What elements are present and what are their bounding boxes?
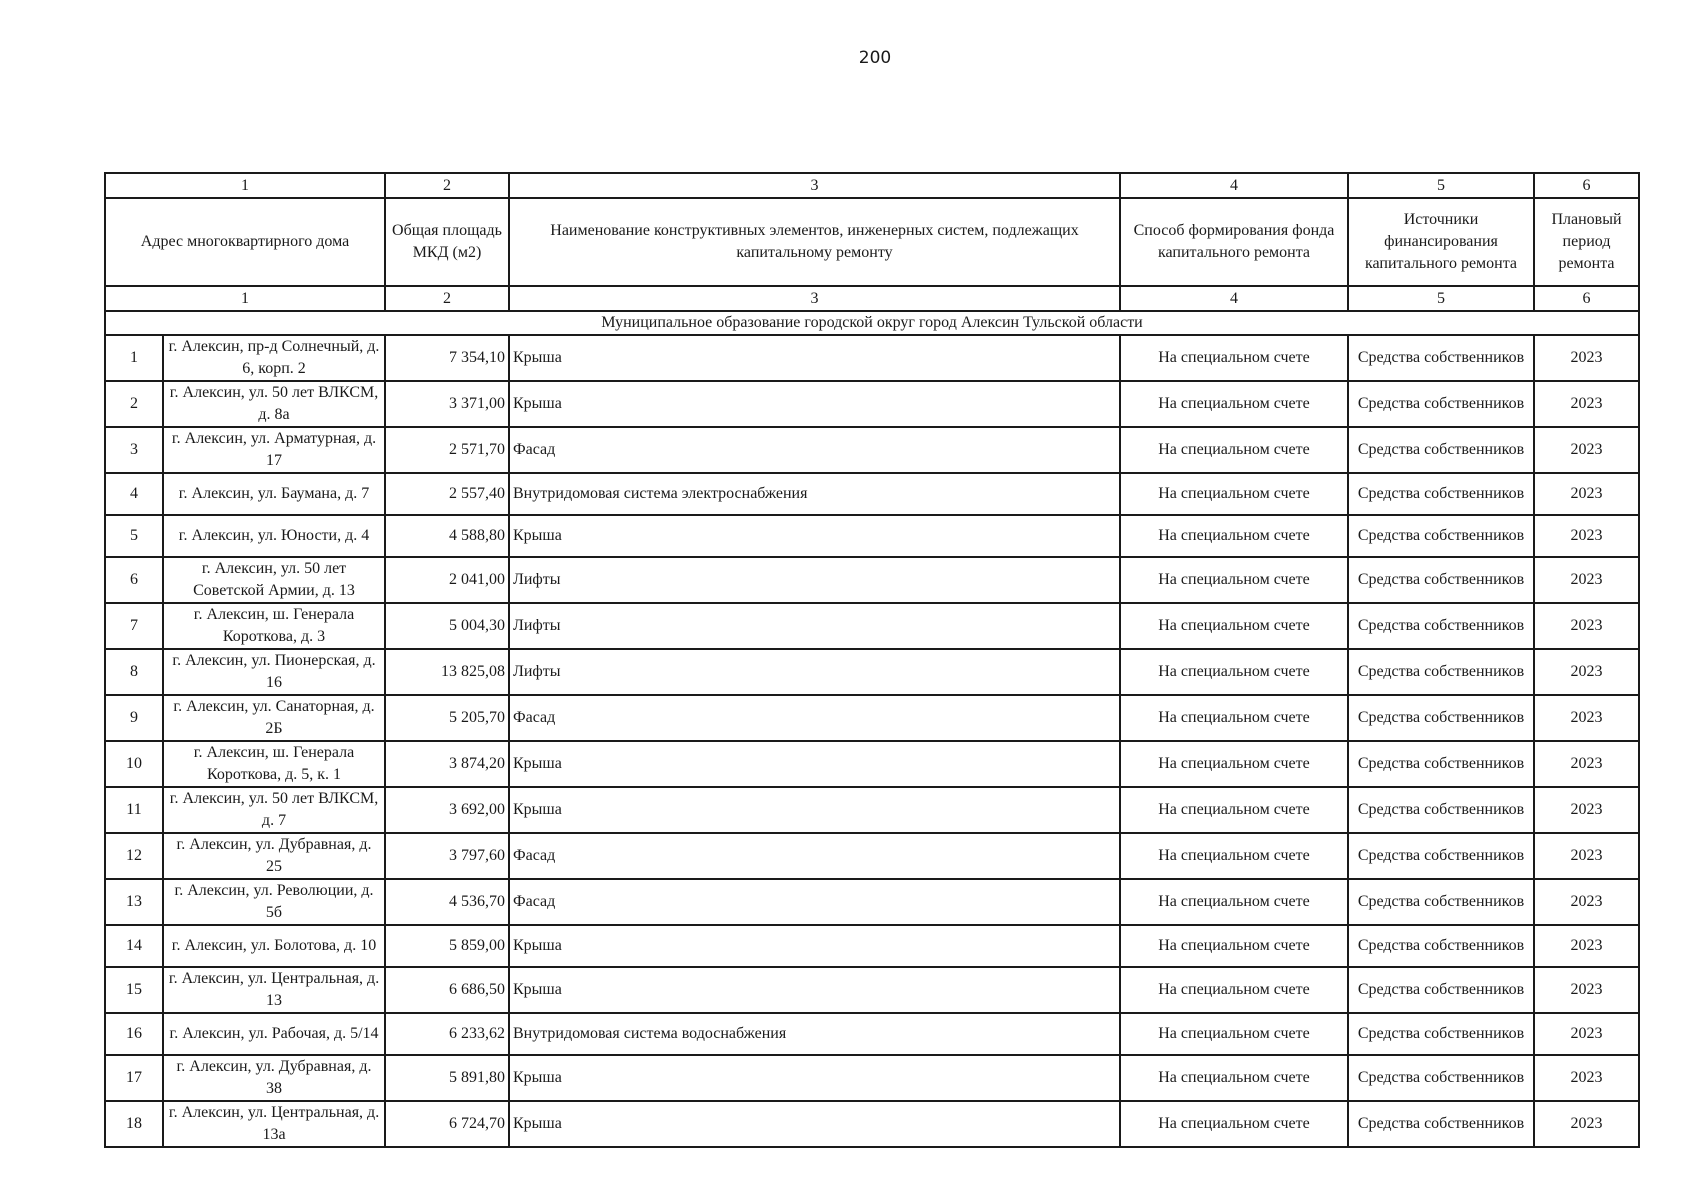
table-row — [105, 833, 1639, 879]
address-cell: г. Алексин, ул. Дубравная, д. 38 — [163, 1055, 385, 1101]
area-cell: 6 233,62 — [385, 1013, 509, 1055]
row-number-cell: 12 — [105, 833, 163, 879]
period-cell: 2023 — [1534, 695, 1639, 741]
finance-source-cell: Средства собственников — [1348, 515, 1534, 557]
finance-source-cell: Средства собственников — [1348, 557, 1534, 603]
fund-method-cell: На специальном счете — [1120, 833, 1348, 879]
address-cell: г. Алексин, ул. Дубравная, д. 25 — [163, 833, 385, 879]
fund-method-cell: На специальном счете — [1120, 335, 1348, 381]
fund-method-cell: На специальном счете — [1120, 1055, 1348, 1101]
row-number-cell: 16 — [105, 1013, 163, 1055]
element-cell: Фасад — [509, 427, 1120, 473]
period-cell: 2023 — [1534, 1055, 1639, 1101]
element-cell: Фасад — [509, 833, 1120, 879]
municipality-row — [105, 311, 1639, 335]
element-cell: Крыша — [509, 787, 1120, 833]
finance-source-cell: Средства собственников — [1348, 1055, 1534, 1101]
element-cell: Крыша — [509, 1101, 1120, 1147]
area-cell: 5 859,00 — [385, 925, 509, 967]
fund-method-cell: На специальном счете — [1120, 695, 1348, 741]
area-cell: 4 536,70 — [385, 879, 509, 925]
row-number-cell: 1 — [105, 335, 163, 381]
header-elements: Наименование конструктивных элементов, инженерных систем, подлежащих капитальному ремонту — [509, 198, 1120, 286]
address-cell: г. Алексин, ул. 50 лет ВЛКСМ, д. 8а — [163, 381, 385, 427]
period-cell: 2023 — [1534, 925, 1639, 967]
finance-source-cell: Средства собственников — [1348, 335, 1534, 381]
address-cell: г. Алексин, ул. Пионерская, д. 16 — [163, 649, 385, 695]
table-row — [105, 603, 1639, 649]
row-number-cell: 18 — [105, 1101, 163, 1147]
row-number-cell: 11 — [105, 787, 163, 833]
table-row — [105, 787, 1639, 833]
period-cell: 2023 — [1534, 967, 1639, 1013]
address-cell: г. Алексин, ш. Генерала Короткова, д. 3 — [163, 603, 385, 649]
address-cell: г. Алексин, ш. Генерала Короткова, д. 5, к. 1 — [163, 741, 385, 787]
column-number: 6 — [1534, 286, 1639, 311]
address-cell: г. Алексин, пр-д Солнечный, д. 6, корп. 2 — [163, 335, 385, 381]
finance-source-cell: Средства собственников — [1348, 473, 1534, 515]
header-fund-method: Способ формирования фонда капитального ремонта — [1120, 198, 1348, 286]
table-row — [105, 557, 1639, 603]
row-number-cell: 5 — [105, 515, 163, 557]
period-cell: 2023 — [1534, 833, 1639, 879]
address-cell: г. Алексин, ул. Рабочая, д. 5/14 — [163, 1013, 385, 1055]
row-number-cell: 17 — [105, 1055, 163, 1101]
table-row — [105, 515, 1639, 557]
row-number-cell: 6 — [105, 557, 163, 603]
header-finance-source: Источники финансирования капитального ремонта — [1348, 198, 1534, 286]
table-row — [105, 925, 1639, 967]
address-cell: г. Алексин, ул. Санаторная, д. 2Б — [163, 695, 385, 741]
table-row — [105, 879, 1639, 925]
period-cell: 2023 — [1534, 649, 1639, 695]
column-number: 3 — [509, 286, 1120, 311]
table-row — [105, 335, 1639, 381]
element-cell: Крыша — [509, 381, 1120, 427]
fund-method-cell: На специальном счете — [1120, 557, 1348, 603]
fund-method-cell: На специальном счете — [1120, 967, 1348, 1013]
column-number: 2 — [385, 173, 509, 198]
column-number: 5 — [1348, 286, 1534, 311]
period-cell: 2023 — [1534, 473, 1639, 515]
finance-source-cell: Средства собственников — [1348, 967, 1534, 1013]
address-cell: г. Алексин, ул. Юности, д. 4 — [163, 515, 385, 557]
area-cell: 5 004,30 — [385, 603, 509, 649]
fund-method-cell: На специальном счете — [1120, 741, 1348, 787]
period-cell: 2023 — [1534, 557, 1639, 603]
fund-method-cell: На специальном счете — [1120, 515, 1348, 557]
table-row — [105, 967, 1639, 1013]
column-number: 2 — [385, 286, 509, 311]
area-cell: 3 797,60 — [385, 833, 509, 879]
period-cell: 2023 — [1534, 1013, 1639, 1055]
finance-source-cell: Средства собственников — [1348, 649, 1534, 695]
area-cell: 7 354,10 — [385, 335, 509, 381]
fund-method-cell: На специальном счете — [1120, 1013, 1348, 1055]
period-cell: 2023 — [1534, 787, 1639, 833]
area-cell: 13 825,08 — [385, 649, 509, 695]
finance-source-cell: Средства собственников — [1348, 603, 1534, 649]
column-number: 4 — [1120, 286, 1348, 311]
repair-plan-table — [104, 172, 1640, 1148]
header-period: Плановый период ремонта — [1534, 198, 1639, 286]
finance-source-cell: Средства собственников — [1348, 1101, 1534, 1147]
period-cell: 2023 — [1534, 741, 1639, 787]
period-cell: 2023 — [1534, 879, 1639, 925]
element-cell: Крыша — [509, 925, 1120, 967]
table-row — [105, 695, 1639, 741]
address-cell: г. Алексин, ул. Революции, д. 5б — [163, 879, 385, 925]
area-cell: 6 724,70 — [385, 1101, 509, 1147]
element-cell: Крыша — [509, 967, 1120, 1013]
area-cell: 3 692,00 — [385, 787, 509, 833]
fund-method-cell: На специальном счете — [1120, 381, 1348, 427]
address-cell: г. Алексин, ул. 50 лет Советской Армии, д. 13 — [163, 557, 385, 603]
fund-method-cell: На специальном счете — [1120, 1101, 1348, 1147]
period-cell: 2023 — [1534, 381, 1639, 427]
table-row — [105, 1055, 1639, 1101]
table-row — [105, 741, 1639, 787]
address-cell: г. Алексин, ул. Центральная, д. 13а — [163, 1101, 385, 1147]
element-cell: Крыша — [509, 335, 1120, 381]
element-cell: Крыша — [509, 515, 1120, 557]
fund-method-cell: На специальном счете — [1120, 787, 1348, 833]
period-cell: 2023 — [1534, 335, 1639, 381]
column-number: 1 — [105, 286, 385, 311]
element-cell: Фасад — [509, 695, 1120, 741]
element-cell: Лифты — [509, 557, 1120, 603]
table-row — [105, 473, 1639, 515]
finance-source-cell: Средства собственников — [1348, 925, 1534, 967]
fund-method-cell: На специальном счете — [1120, 473, 1348, 515]
address-cell: г. Алексин, ул. Баумана, д. 7 — [163, 473, 385, 515]
row-number-cell: 13 — [105, 879, 163, 925]
finance-source-cell: Средства собственников — [1348, 787, 1534, 833]
address-cell: г. Алексин, ул. Арматурная, д. 17 — [163, 427, 385, 473]
row-number-cell: 2 — [105, 381, 163, 427]
row-number-cell: 14 — [105, 925, 163, 967]
row-number-cell: 7 — [105, 603, 163, 649]
element-cell: Внутридомовая система электроснабжения — [509, 473, 1120, 515]
finance-source-cell: Средства собственников — [1348, 879, 1534, 925]
table-row — [105, 1101, 1639, 1147]
address-cell: г. Алексин, ул. Болотова, д. 10 — [163, 925, 385, 967]
period-cell: 2023 — [1534, 1101, 1639, 1147]
column-number: 5 — [1348, 173, 1534, 198]
table-row — [105, 649, 1639, 695]
finance-source-cell: Средства собственников — [1348, 427, 1534, 473]
table-row — [105, 381, 1639, 427]
area-cell: 2 557,40 — [385, 473, 509, 515]
fund-method-cell: На специальном счете — [1120, 603, 1348, 649]
area-cell: 3 874,20 — [385, 741, 509, 787]
period-cell: 2023 — [1534, 515, 1639, 557]
column-number-row-bottom — [105, 286, 1639, 311]
element-cell: Крыша — [509, 1055, 1120, 1101]
page-number: 200 — [858, 48, 892, 68]
fund-method-cell: На специальном счете — [1120, 649, 1348, 695]
element-cell: Лифты — [509, 649, 1120, 695]
column-number: 3 — [509, 173, 1120, 198]
column-number: 6 — [1534, 173, 1639, 198]
area-cell: 2 041,00 — [385, 557, 509, 603]
period-cell: 2023 — [1534, 603, 1639, 649]
element-cell: Фасад — [509, 879, 1120, 925]
area-cell: 6 686,50 — [385, 967, 509, 1013]
finance-source-cell: Средства собственников — [1348, 381, 1534, 427]
row-number-cell: 3 — [105, 427, 163, 473]
table-row — [105, 427, 1639, 473]
period-cell: 2023 — [1534, 427, 1639, 473]
element-cell: Лифты — [509, 603, 1120, 649]
column-number-row-top — [105, 173, 1639, 198]
area-cell: 2 571,70 — [385, 427, 509, 473]
finance-source-cell: Средства собственников — [1348, 695, 1534, 741]
area-cell: 5 891,80 — [385, 1055, 509, 1101]
fund-method-cell: На специальном счете — [1120, 427, 1348, 473]
area-cell: 4 588,80 — [385, 515, 509, 557]
column-number: 4 — [1120, 173, 1348, 198]
area-cell: 5 205,70 — [385, 695, 509, 741]
row-number-cell: 4 — [105, 473, 163, 515]
element-cell: Крыша — [509, 741, 1120, 787]
area-cell: 3 371,00 — [385, 381, 509, 427]
header-area: Общая площадь МКД (м2) — [385, 198, 509, 286]
finance-source-cell: Средства собственников — [1348, 1013, 1534, 1055]
column-number: 1 — [105, 173, 385, 198]
row-number-cell: 9 — [105, 695, 163, 741]
fund-method-cell: На специальном счете — [1120, 879, 1348, 925]
table-row — [105, 1013, 1639, 1055]
row-number-cell: 8 — [105, 649, 163, 695]
fund-method-cell: На специальном счете — [1120, 925, 1348, 967]
finance-source-cell: Средства собственников — [1348, 833, 1534, 879]
row-number-cell: 15 — [105, 967, 163, 1013]
finance-source-cell: Средства собственников — [1348, 741, 1534, 787]
table-body — [105, 335, 1639, 1147]
municipality-title: Муниципальное образование городской округ город Алексин Тульской области — [105, 311, 1639, 335]
address-cell: г. Алексин, ул. Центральная, д. 13 — [163, 967, 385, 1013]
row-number-cell: 10 — [105, 741, 163, 787]
address-cell: г. Алексин, ул. 50 лет ВЛКСМ, д. 7 — [163, 787, 385, 833]
element-cell: Внутридомовая система водоснабжения — [509, 1013, 1120, 1055]
header-address: Адрес многоквартирного дома — [105, 198, 385, 286]
header-row — [105, 198, 1639, 286]
